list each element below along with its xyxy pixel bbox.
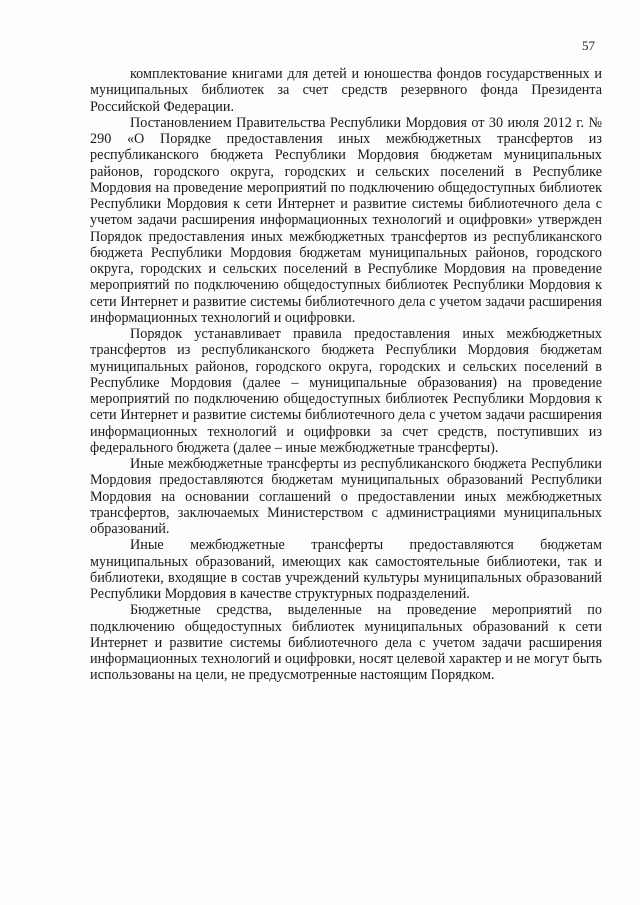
paragraph-4: Иные межбюджетные трансферты из республиканского бюджета Республики Мордовия предоставляются бюджетам муниципальных образований Республики Мордовия на основании соглашений о предоставлении иных межбюджетных трансфертов, заключаемых Министерством с администрациями муниципальных образований.	[90, 456, 602, 537]
paragraph-1: комплектование книгами для детей и юношества фондов государственных и муниципальных библиотек за счет средств резервного фонда Президента Российской Федерации.	[90, 66, 602, 115]
body-text	[90, 66, 602, 684]
paragraph-3: Порядок устанавливает правила предоставления иных межбюджетных трансфертов из республиканского бюджета Республики Мордовия бюджетам муниципальных районов, городского округа, городских и сельских поселений в Республике Мордовия (далее – муниципальные образования) на проведение мероприятий по подключению общедоступных библиотек Республики Мордовия к сети Интернет и развитие системы библиотечного дела с учетом задачи расширения информационных технологий и оцифровки за счет средств, поступивших из федерального бюджета (далее – иные межбюджетные трансферты).	[90, 326, 602, 456]
page-number: 57	[582, 38, 595, 53]
paragraph-6: Бюджетные средства, выделенные на проведение мероприятий по подключению общедоступных библиотек муниципальных образований к сети Интернет и развитие системы библиотечного дела с учетом задачи расширения информационных технологий и оцифровки, носят целевой характер и не могут быть использованы на цели, не предусмотренные настоящим Порядком.	[90, 602, 602, 684]
paragraph-5: Иные межбюджетные трансферты предоставляются бюджетам муниципальных образований, имеющих как самостоятельные библиотеки, так и библиотеки, входящие в состав учреждений культуры муниципальных образований Республики Мордовия в качестве структурных подразделений.	[90, 537, 602, 602]
paragraph-2: Постановлением Правительства Республики Мордовия от 30 июля 2012 г. № 290 «О Порядке предоставления иных межбюджетных трансфертов из республиканского бюджета Республики Мордовия бюджетам муниципальных районов, городского округа, городских и сельских поселений в Республике Мордовия на проведение мероприятий по подключению общедоступных библиотек Республики Мордовия к сети Интернет и развитие системы библиотечного дела с учетом задачи расширения информационных технологий и оцифровки» утвержден Порядок предоставления иных межбюджетных трансфертов из республиканского бюджета Республики Мордовия бюджетам муниципальных районов, городского округа, городских и сельских поселений в Республике Мордовия на проведение мероприятий по подключению общедоступных библиотек Республики Мордовия к сети Интернет и развитие системы библиотечного дела с учетом задачи расширения информационных технологий и оцифровки.	[90, 114, 602, 326]
